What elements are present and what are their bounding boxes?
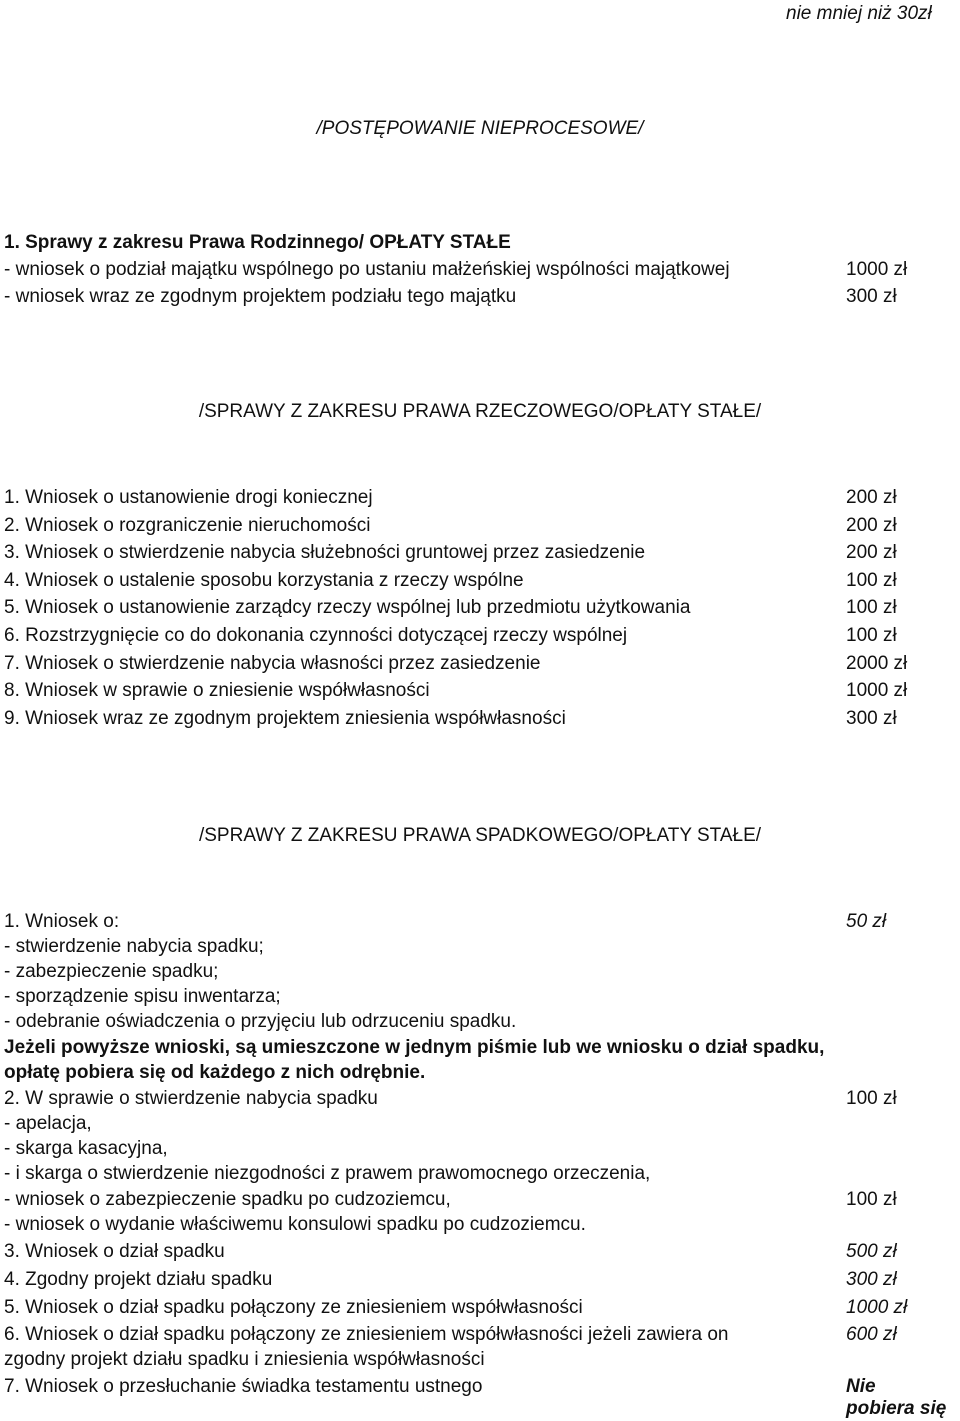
inheritance-bold-note: Jeżeli powyższe wnioski, są umieszczone w jednym piśmie lub we wniosku o dział spadku, opłatę pobiera się od każdego z nich odrębnie. [4, 1037, 825, 1083]
section-title-nonprocess: /POSTĘPOWANIE NIEPROCESOWE/ [316, 118, 644, 139]
property-row-label: 6. Rozstrzygnięcie co do dokonania czynności dotyczącej rzeczy wspólnej [4, 625, 628, 646]
property-row-amount: 100 zł [846, 570, 897, 591]
property-row-amount: 2000 zł [846, 653, 908, 674]
inheritance-item-3-label: 3. Wniosek o dział spadku [4, 1241, 225, 1262]
property-row-amount: 100 zł [846, 625, 897, 646]
property-row-label: 4. Wniosek o ustalenie sposobu korzystania z rzeczy wspólne [4, 570, 524, 591]
property-row-label: 3. Wniosek o stwierdzenie nabycia służebności gruntowej przez zasiedzenie [4, 542, 646, 563]
inheritance-item-7-amount-cont: pobiera się [846, 1398, 947, 1419]
family-row-amount: 300 zł [846, 286, 897, 307]
property-row-amount: 300 zł [846, 708, 897, 729]
property-row-label: 8. Wniosek w sprawie o zniesienie współwłasności [4, 680, 430, 701]
property-row-amount: 200 zł [846, 542, 897, 563]
inheritance-item-2-sub: - apelacja, [4, 1113, 92, 1134]
family-row-amount: 1000 zł [846, 259, 908, 280]
property-row-label: 5. Wniosek o ustanowienie zarządcy rzeczy wspólnej lub przedmiotu użytkowania [4, 597, 691, 618]
inheritance-item-6-label-cont: zgodny projekt działu spadku i zniesienia współwłasności [4, 1349, 485, 1370]
inheritance-item-6-amount: 600 zł [846, 1324, 897, 1345]
inheritance-item-2-amount: 100 zł [846, 1088, 897, 1109]
property-row-label: 9. Wniosek wraz ze zgodnym projektem zniesienia współwłasności [4, 708, 566, 729]
inheritance-heading: /SPRAWY Z ZAKRESU PRAWA SPADKOWEGO/OPŁATY STAŁE/ [198, 825, 762, 846]
inheritance-item-1-label: 1. Wniosek o: [4, 911, 120, 932]
property-heading: /SPRAWY Z ZAKRESU PRAWA RZECZOWEGO/OPŁATY STAŁE/ [198, 401, 762, 422]
inheritance-item-3-amount: 500 zł [846, 1241, 897, 1262]
family-heading: 1. Sprawy z zakresu Prawa Rodzinnego/ OPŁATY STAŁE [4, 232, 511, 253]
property-row-label: 2. Wniosek o rozgraniczenie nieruchomości [4, 515, 371, 536]
inheritance-item-5-label: 5. Wniosek o dział spadku połączony ze zniesieniem współwłasności [4, 1297, 583, 1318]
family-row-label: - wniosek o podział majątku wspólnego po ustaniu małżeńskiej wspólności majątkowej [4, 259, 730, 280]
property-row-amount: 200 zł [846, 487, 897, 508]
inheritance-item-2-label: 2. W sprawie o stwierdzenie nabycia spadku [4, 1088, 378, 1109]
header-note: nie mniej niż 30zł [786, 3, 932, 24]
inheritance-item-4-label: 4. Zgodny projekt działu spadku [4, 1269, 273, 1290]
inheritance-item-2b-sub: - wniosek o wydanie właściwemu konsulowi spadku po cudzoziemcu. [4, 1214, 586, 1235]
inheritance-item-1-sub: - stwierdzenie nabycia spadku; [4, 936, 264, 957]
inheritance-item-1-sub: - odebranie oświadczenia o przyjęciu lub odrzuceniu spadku. [4, 1011, 517, 1032]
inheritance-item-5-amount: 1000 zł [846, 1297, 908, 1318]
inheritance-item-7-label: 7. Wniosek o przesłuchanie świadka testamentu ustnego [4, 1376, 483, 1397]
inheritance-item-1-sub: - zabezpieczenie spadku; [4, 961, 219, 982]
inheritance-item-2b-amount: 100 zł [846, 1189, 897, 1210]
inheritance-item-6-label: 6. Wniosek o dział spadku połączony ze zniesieniem współwłasności jeżeli zawiera on [4, 1324, 729, 1345]
inheritance-item-2-sub: - i skarga o stwierdzenie niezgodności z prawem prawomocnego orzeczenia, [4, 1163, 651, 1184]
property-row-label: 1. Wniosek o ustanowienie drogi koniecznej [4, 487, 373, 508]
property-row-amount: 100 zł [846, 597, 897, 618]
inheritance-item-2-sub: - skarga kasacyjna, [4, 1138, 168, 1159]
property-row-label: 7. Wniosek o stwierdzenie nabycia własności przez zasiedzenie [4, 653, 541, 674]
inheritance-item-4-amount: 300 zł [846, 1269, 897, 1290]
inheritance-item-1-amount: 50 zł [846, 911, 887, 932]
property-row-amount: 200 zł [846, 515, 897, 536]
inheritance-item-7-amount: Nie [846, 1376, 876, 1397]
property-row-amount: 1000 zł [846, 680, 908, 701]
inheritance-item-1-sub: - sporządzenie spisu inwentarza; [4, 986, 281, 1007]
inheritance-item-2b-label: - wniosek o zabezpieczenie spadku po cudzoziemcu, [4, 1189, 451, 1210]
family-row-label: - wniosek wraz ze zgodnym projektem podziału tego majątku [4, 286, 517, 307]
